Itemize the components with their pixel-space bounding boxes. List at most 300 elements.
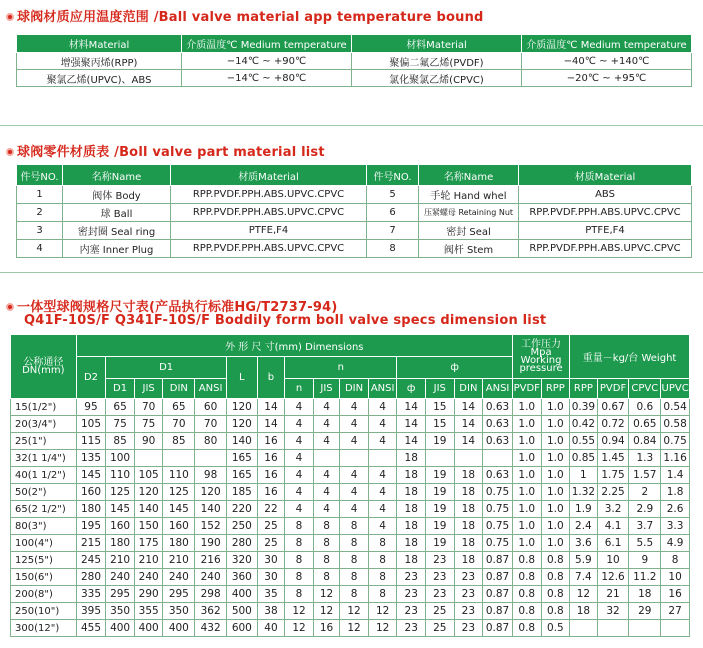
table-cell: 210 bbox=[106, 552, 135, 569]
table-cell: 1.0 bbox=[541, 501, 570, 518]
table-cell: −14℃ ~ +80℃ bbox=[182, 70, 352, 87]
table-cell: 14 bbox=[454, 399, 483, 416]
table-cell: 350 bbox=[106, 603, 135, 620]
table-cell: 12 bbox=[368, 603, 397, 620]
table-cell: 160 bbox=[76, 484, 106, 501]
table-cell: 2 bbox=[629, 484, 661, 501]
table-cell: 1.0 bbox=[512, 518, 541, 535]
table-cell: 23 bbox=[397, 586, 426, 603]
table-cell: 500 bbox=[226, 603, 257, 620]
table-cell: 165 bbox=[226, 467, 257, 484]
table-cell: 10 bbox=[661, 569, 690, 586]
table-cell: 8 bbox=[368, 586, 397, 603]
table-cell: 19 bbox=[426, 433, 455, 450]
table-cell: 1.0 bbox=[512, 450, 541, 467]
table-cell: 0.65 bbox=[629, 416, 661, 433]
table-cell: 1.4 bbox=[661, 467, 690, 484]
table-cell: 12 bbox=[340, 620, 369, 637]
table-cell: 110 bbox=[163, 467, 195, 484]
table-cell: 25 bbox=[257, 518, 285, 535]
table-cell: 1.32 bbox=[570, 484, 598, 501]
table-cell: 18 bbox=[397, 535, 426, 552]
table-cell: 9 bbox=[629, 552, 661, 569]
table-cell: 16 bbox=[257, 484, 285, 501]
table-cell: 0.72 bbox=[597, 416, 629, 433]
table-cell: 455 bbox=[76, 620, 106, 637]
table-cell: 密封圈 Seal ring bbox=[63, 222, 171, 240]
table-cell: 4 bbox=[368, 416, 397, 433]
table-cell: 1.0 bbox=[512, 433, 541, 450]
table-cell: 4 bbox=[368, 518, 397, 535]
table-cell: 215 bbox=[76, 535, 106, 552]
table-row bbox=[11, 501, 690, 518]
subheader-cell: DIN bbox=[454, 379, 483, 399]
table-cell: 25 bbox=[426, 603, 455, 620]
header-name: 名称Name bbox=[419, 165, 519, 186]
subheader-cell: JIS bbox=[426, 379, 455, 399]
table-cell: 18 bbox=[397, 450, 426, 467]
table-cell: 40 bbox=[257, 620, 285, 637]
table-cell: 4 bbox=[285, 467, 314, 484]
table-cell: 8 bbox=[340, 518, 369, 535]
table-cell: 阀杆 Stem bbox=[419, 240, 519, 258]
table-cell: 阀体 Body bbox=[63, 186, 171, 204]
table-cell: 4 bbox=[313, 484, 339, 501]
table-cell: 2.9 bbox=[629, 501, 661, 518]
table-cell: 280 bbox=[76, 569, 106, 586]
table-cell: 8 bbox=[285, 552, 314, 569]
table-cell: 4 bbox=[368, 399, 397, 416]
table-cell: 19 bbox=[426, 518, 455, 535]
table-cell: 240 bbox=[195, 569, 227, 586]
table-cell: 0.63 bbox=[483, 416, 513, 433]
table-cell: 4 bbox=[17, 240, 63, 258]
table-cell: 90 bbox=[134, 433, 163, 450]
table-row bbox=[11, 586, 690, 603]
dn-cell: 200(8") bbox=[11, 586, 77, 603]
table-cell: 4 bbox=[313, 399, 339, 416]
table-cell: 0.42 bbox=[570, 416, 598, 433]
table-cell: 395 bbox=[76, 603, 106, 620]
table-cell: 30 bbox=[257, 552, 285, 569]
table-cell: 23 bbox=[397, 620, 426, 637]
table-cell: 110 bbox=[106, 467, 135, 484]
table-cell: 95 bbox=[76, 399, 106, 416]
table-row bbox=[17, 70, 692, 87]
bullet-icon bbox=[6, 13, 14, 21]
table-cell: 216 bbox=[195, 552, 227, 569]
table-cell: 8 bbox=[368, 552, 397, 569]
table-cell: 145 bbox=[76, 467, 106, 484]
table-cell: 25 bbox=[257, 535, 285, 552]
table-cell: 氯化聚氯乙烯(CPVC) bbox=[352, 70, 522, 87]
header-name: 名称Name bbox=[63, 165, 171, 186]
table-cell: 19 bbox=[426, 467, 455, 484]
dn-cell: 40(1 1/2") bbox=[11, 467, 77, 484]
table-cell: 23 bbox=[397, 569, 426, 586]
table-cell: 23 bbox=[426, 586, 455, 603]
table-row bbox=[11, 535, 690, 552]
table-cell: 35 bbox=[257, 586, 285, 603]
table-cell: 245 bbox=[76, 552, 106, 569]
table-row bbox=[17, 53, 692, 70]
table-cell: 180 bbox=[76, 501, 106, 518]
table-cell: 18 bbox=[397, 484, 426, 501]
table-cell: 手轮 Hand whel bbox=[419, 186, 519, 204]
table-cell: 18 bbox=[454, 467, 483, 484]
table-cell: 0.8 bbox=[512, 620, 541, 637]
table-cell: 0.6 bbox=[629, 399, 661, 416]
temperature-table bbox=[16, 34, 692, 87]
table-cell: 4 bbox=[285, 450, 314, 467]
table-cell bbox=[483, 450, 513, 467]
header-medium-temperature: 介质温度℃ Medium temperature bbox=[182, 35, 352, 53]
table-cell: 115 bbox=[76, 433, 106, 450]
table-cell: 8 bbox=[313, 535, 339, 552]
table-cell bbox=[195, 450, 227, 467]
table-cell: 140 bbox=[134, 501, 163, 518]
table-cell: 152 bbox=[195, 518, 227, 535]
table-cell: 14 bbox=[397, 433, 426, 450]
table-cell: PTFE,F4 bbox=[519, 222, 692, 240]
table-cell bbox=[661, 620, 690, 637]
table-cell: 1.0 bbox=[541, 484, 570, 501]
table-cell: 12 bbox=[313, 586, 339, 603]
table-cell: 25 bbox=[426, 620, 455, 637]
table-cell: 1.45 bbox=[597, 450, 629, 467]
table-cell: 145 bbox=[106, 501, 135, 518]
table-cell: 120 bbox=[195, 484, 227, 501]
table-cell: 290 bbox=[134, 586, 163, 603]
table-cell: 240 bbox=[106, 569, 135, 586]
bullet-icon bbox=[6, 303, 14, 311]
subheader-cell: ANSI bbox=[195, 379, 227, 399]
table-cell: 4 bbox=[368, 501, 397, 518]
table-cell: 8 bbox=[313, 518, 339, 535]
table-cell: 18 bbox=[397, 467, 426, 484]
table-cell: 增强聚丙烯(RPP) bbox=[17, 53, 182, 70]
table-cell: 1.0 bbox=[541, 467, 570, 484]
table-cell bbox=[134, 450, 163, 467]
table-cell: 18 bbox=[397, 501, 426, 518]
table-cell: 350 bbox=[163, 603, 195, 620]
table-cell: 0.8 bbox=[541, 586, 570, 603]
specs-dimension-table bbox=[10, 334, 690, 637]
table-cell: 360 bbox=[226, 569, 257, 586]
table-cell: 14 bbox=[454, 416, 483, 433]
section-subtitle-specs: Q41F-10S/F Q341F-10S/F Boddily form boll valve specs dimension list bbox=[24, 313, 547, 328]
table-cell bbox=[454, 450, 483, 467]
table-cell: 8 bbox=[340, 552, 369, 569]
table-cell: 7.4 bbox=[570, 569, 598, 586]
table-cell: 1.75 bbox=[597, 467, 629, 484]
table-cell: 120 bbox=[226, 416, 257, 433]
table-cell: 165 bbox=[226, 450, 257, 467]
table-cell: 聚偏二氟乙烯(PVDF) bbox=[352, 53, 522, 70]
table-row bbox=[17, 240, 692, 258]
header-material: 材料Material bbox=[17, 35, 182, 53]
table-cell bbox=[570, 620, 598, 637]
table-cell: 400 bbox=[106, 620, 135, 637]
table-cell: 12 bbox=[313, 603, 339, 620]
table-cell: 0.75 bbox=[483, 535, 513, 552]
table-cell: 4 bbox=[340, 501, 369, 518]
table-cell: 0.85 bbox=[570, 450, 598, 467]
table-cell: 16 bbox=[257, 433, 285, 450]
table-row bbox=[11, 552, 690, 569]
table-cell: 12 bbox=[285, 620, 314, 637]
table-cell: 145 bbox=[163, 501, 195, 518]
table-cell: 0.8 bbox=[512, 552, 541, 569]
table-cell: 22 bbox=[257, 501, 285, 518]
table-cell bbox=[313, 450, 339, 467]
dn-cell: 80(3") bbox=[11, 518, 77, 535]
table-cell: 聚氯乙烯(UPVC)、ABS bbox=[17, 70, 182, 87]
subheader-cell: ANSI bbox=[483, 379, 513, 399]
table-row bbox=[11, 620, 690, 637]
header-d1: D1 bbox=[106, 357, 227, 379]
table-cell: 120 bbox=[226, 399, 257, 416]
table-cell: 8 bbox=[313, 569, 339, 586]
table-cell bbox=[597, 620, 629, 637]
table-cell: 16 bbox=[257, 450, 285, 467]
table-row bbox=[17, 186, 692, 204]
table-cell: 8 bbox=[285, 535, 314, 552]
table-cell: 2.25 bbox=[597, 484, 629, 501]
table-cell: 10 bbox=[597, 552, 629, 569]
table-cell: 220 bbox=[226, 501, 257, 518]
subheader-cell: D1 bbox=[106, 379, 135, 399]
section-title-specs: 一体型球阀规格尺寸表(产品执行标准HG/T2737-94) bbox=[6, 296, 338, 315]
table-cell: 1.0 bbox=[541, 433, 570, 450]
table-cell bbox=[629, 620, 661, 637]
table-cell: 400 bbox=[226, 586, 257, 603]
table-cell: −40℃ ~ +140℃ bbox=[522, 53, 692, 70]
table-cell: 135 bbox=[76, 450, 106, 467]
table-cell: 125 bbox=[163, 484, 195, 501]
table-cell: 23 bbox=[454, 569, 483, 586]
table-cell: 4 bbox=[368, 484, 397, 501]
section-title-temperature: 球阀材质应用温度范围 /Ball valve material app temperature bound bbox=[6, 6, 484, 25]
table-cell: 4 bbox=[340, 484, 369, 501]
table-cell: 180 bbox=[106, 535, 135, 552]
table-cell: 3.3 bbox=[661, 518, 690, 535]
table-cell: 0.87 bbox=[483, 620, 513, 637]
table-cell: 105 bbox=[134, 467, 163, 484]
table-cell: 密封 Seal bbox=[419, 222, 519, 240]
table-cell: 160 bbox=[163, 518, 195, 535]
dn-cell: 100(4") bbox=[11, 535, 77, 552]
table-cell: 8 bbox=[367, 240, 419, 258]
table-cell: 29 bbox=[629, 603, 661, 620]
table-cell: 14 bbox=[397, 399, 426, 416]
table-cell: 4 bbox=[285, 433, 314, 450]
table-cell: 3.6 bbox=[570, 535, 598, 552]
dn-cell: 250(10") bbox=[11, 603, 77, 620]
table-cell: 压紧螺母 Retaining Nut bbox=[419, 204, 519, 222]
table-cell: 120 bbox=[134, 484, 163, 501]
subheader-cell: ф bbox=[397, 379, 426, 399]
dn-cell: 32(1 1/4") bbox=[11, 450, 77, 467]
table-cell: 1.0 bbox=[512, 467, 541, 484]
table-row bbox=[11, 399, 690, 416]
table-cell: 0.5 bbox=[541, 620, 570, 637]
table-cell: 0.87 bbox=[483, 569, 513, 586]
table-cell: 4.1 bbox=[597, 518, 629, 535]
table-cell: 0.8 bbox=[541, 603, 570, 620]
table-cell: 8 bbox=[285, 586, 314, 603]
header-material: 材质Material bbox=[171, 165, 367, 186]
table-cell: ABS bbox=[519, 186, 692, 204]
table-cell: 298 bbox=[195, 586, 227, 603]
table-cell: 432 bbox=[195, 620, 227, 637]
table-row bbox=[11, 603, 690, 620]
table-cell: 4 bbox=[285, 416, 314, 433]
table-cell: RPP.PVDF.PPH.ABS.UPVC.CPVC bbox=[519, 240, 692, 258]
header-n: n bbox=[285, 357, 397, 379]
dn-cell: 15(1/2") bbox=[11, 399, 77, 416]
table-cell: 1 bbox=[570, 467, 598, 484]
table-cell: 1.8 bbox=[661, 484, 690, 501]
table-header-row bbox=[17, 35, 692, 53]
subheader-cell: PVDF bbox=[597, 379, 629, 399]
table-cell: 190 bbox=[195, 535, 227, 552]
table-cell: 362 bbox=[195, 603, 227, 620]
table-cell: 140 bbox=[195, 501, 227, 518]
table-cell: 23 bbox=[454, 586, 483, 603]
table-cell: 1.0 bbox=[512, 416, 541, 433]
table-cell: 0.87 bbox=[483, 603, 513, 620]
table-cell: 18 bbox=[454, 501, 483, 518]
table-cell: 0.8 bbox=[512, 603, 541, 620]
table-cell: 335 bbox=[76, 586, 106, 603]
table-cell: 80 bbox=[195, 433, 227, 450]
table-cell: 280 bbox=[226, 535, 257, 552]
table-cell: 1 bbox=[17, 186, 63, 204]
table-cell: −20℃ ~ +95℃ bbox=[522, 70, 692, 87]
subheader-cell: DIN bbox=[340, 379, 369, 399]
table-cell: 18 bbox=[397, 552, 426, 569]
table-cell: 4 bbox=[368, 467, 397, 484]
table-cell: 8 bbox=[285, 518, 314, 535]
table-cell: 2.4 bbox=[570, 518, 598, 535]
table-cell: 0.84 bbox=[629, 433, 661, 450]
table-row bbox=[11, 569, 690, 586]
table-cell: 18 bbox=[454, 535, 483, 552]
table-cell: 18 bbox=[454, 518, 483, 535]
table-cell: 12 bbox=[368, 620, 397, 637]
header-material: 材质Material bbox=[519, 165, 692, 186]
table-cell: 1.9 bbox=[570, 501, 598, 518]
table-cell: 100 bbox=[106, 450, 135, 467]
dn-cell: 65(2 1/2") bbox=[11, 501, 77, 518]
table-cell: 15 bbox=[426, 399, 455, 416]
table-cell: 23 bbox=[454, 603, 483, 620]
table-cell: 0.39 bbox=[570, 399, 598, 416]
table-cell: 125 bbox=[106, 484, 135, 501]
table-cell: 0.87 bbox=[483, 552, 513, 569]
table-cell: 85 bbox=[106, 433, 135, 450]
table-cell: 11.2 bbox=[629, 569, 661, 586]
table-cell bbox=[426, 450, 455, 467]
table-cell: 0.75 bbox=[483, 518, 513, 535]
table-cell: 175 bbox=[134, 535, 163, 552]
header-b: b bbox=[257, 357, 285, 399]
table-cell bbox=[368, 450, 397, 467]
subheader-cell: JIS bbox=[134, 379, 163, 399]
table-cell: 60 bbox=[195, 399, 227, 416]
table-cell: 4 bbox=[313, 433, 339, 450]
header-working-pressure: 工作压力 Mpa Working pressure bbox=[512, 335, 569, 379]
table-header-row bbox=[11, 335, 690, 357]
table-cell: 1.0 bbox=[541, 535, 570, 552]
header-dimensions: 外 形 尺 寸(mm) Dimensions bbox=[76, 335, 512, 357]
table-cell: 1.0 bbox=[512, 484, 541, 501]
table-cell: 0.75 bbox=[483, 484, 513, 501]
header-dn: 公称通径 DN(mm) bbox=[11, 335, 77, 399]
table-cell: 185 bbox=[226, 484, 257, 501]
table-cell: 14 bbox=[257, 399, 285, 416]
table-cell: 18 bbox=[454, 484, 483, 501]
table-cell: 球 Ball bbox=[63, 204, 171, 222]
parts-material-table bbox=[16, 164, 692, 258]
table-cell: 0.8 bbox=[541, 569, 570, 586]
table-cell: 70 bbox=[195, 416, 227, 433]
table-cell: 180 bbox=[163, 535, 195, 552]
dn-cell: 20(3/4") bbox=[11, 416, 77, 433]
table-cell: 0.75 bbox=[483, 501, 513, 518]
divider bbox=[0, 125, 703, 126]
table-cell: 23 bbox=[426, 552, 455, 569]
table-cell: 38 bbox=[257, 603, 285, 620]
dn-cell: 300(12") bbox=[11, 620, 77, 637]
table-row bbox=[11, 467, 690, 484]
header-phi: ф bbox=[397, 357, 513, 379]
table-cell: 19 bbox=[426, 484, 455, 501]
table-cell: 1.0 bbox=[512, 535, 541, 552]
table-cell: 5 bbox=[367, 186, 419, 204]
subheader-cell: CPVC bbox=[629, 379, 661, 399]
header-l: L bbox=[226, 357, 257, 399]
table-cell: 160 bbox=[106, 518, 135, 535]
table-cell: 8 bbox=[313, 552, 339, 569]
table-cell: 600 bbox=[226, 620, 257, 637]
table-cell: 7 bbox=[367, 222, 419, 240]
table-cell: 14 bbox=[454, 433, 483, 450]
table-cell: 19 bbox=[426, 535, 455, 552]
table-cell: 1.0 bbox=[512, 501, 541, 518]
header-part-no: 件号NO. bbox=[367, 165, 419, 186]
table-cell: 4 bbox=[340, 433, 369, 450]
subheader-cell: PVDF bbox=[512, 379, 541, 399]
table-cell: 12 bbox=[285, 603, 314, 620]
table-cell: 70 bbox=[163, 416, 195, 433]
table-cell: 8 bbox=[340, 586, 369, 603]
table-cell: 4 bbox=[368, 433, 397, 450]
table-cell: 23 bbox=[426, 569, 455, 586]
table-cell: 23 bbox=[454, 620, 483, 637]
table-cell: 8 bbox=[340, 535, 369, 552]
table-cell: 23 bbox=[397, 603, 426, 620]
table-cell: 0.63 bbox=[483, 399, 513, 416]
table-cell: 1.0 bbox=[541, 518, 570, 535]
table-row bbox=[17, 222, 692, 240]
table-cell: 14 bbox=[397, 416, 426, 433]
table-subheader-row bbox=[11, 379, 690, 399]
table-cell: 65 bbox=[163, 399, 195, 416]
table-cell: 105 bbox=[76, 416, 106, 433]
table-cell: 355 bbox=[134, 603, 163, 620]
